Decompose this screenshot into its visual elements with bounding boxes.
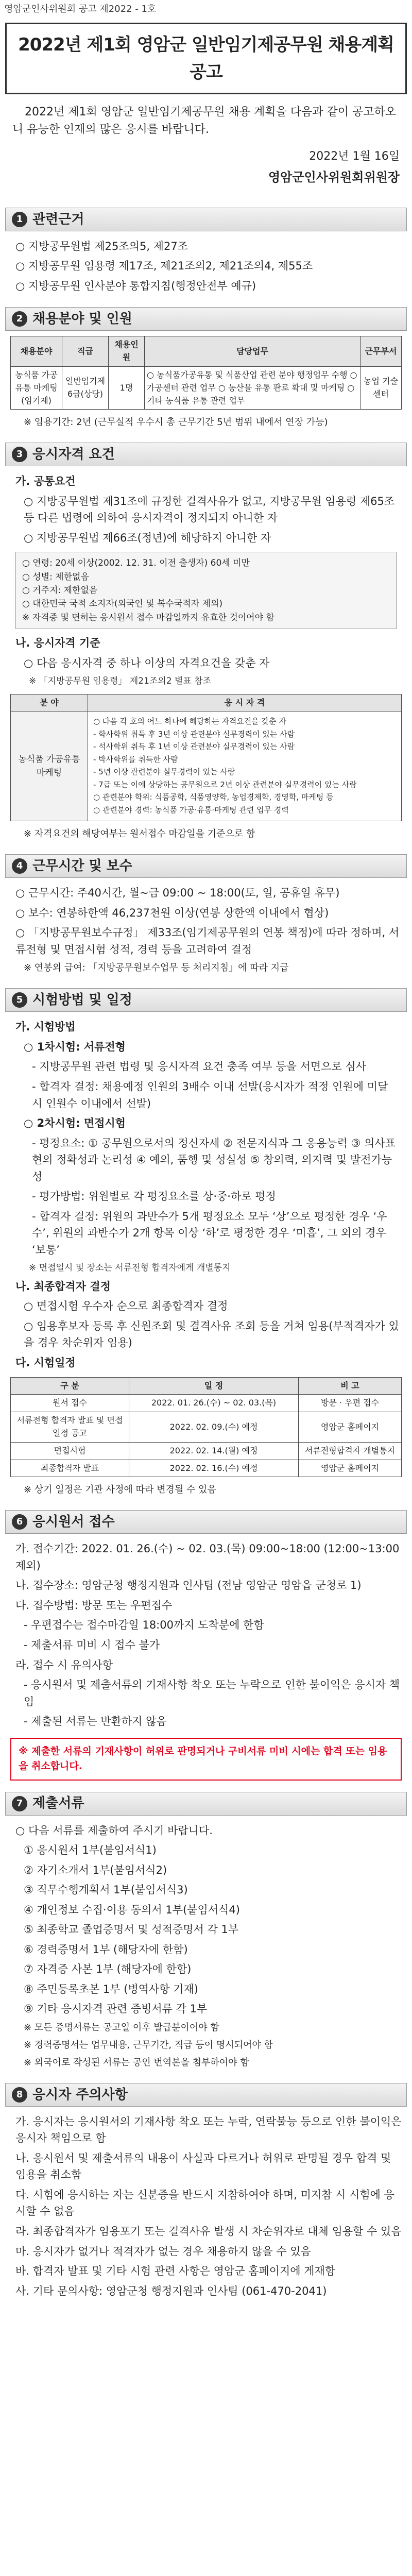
table-header-row — [11, 1377, 402, 1395]
qual-subnote: ※ 「지방공무원 임용령」 제21조의2 별표 참조 — [29, 676, 212, 687]
notice-signer: 영암군인사위원회위원장 — [268, 170, 400, 184]
exam-item: - 합격자 결정: 채용예정 인원의 3배수 이내 선발(응시자가 적정 인원에 미달 시 인원수 이내에서 선발) — [32, 1080, 388, 1110]
docs-item: ⑧ 주민등록초본 1부 (병역사항 기재) — [24, 1982, 198, 1995]
docs-item: ④ 개인정보 수집·이용 동의서 1부(붙임서식4) — [24, 1903, 240, 1916]
table-cell: 면접시험 — [11, 1442, 129, 1460]
apply-item: - 응시원서 및 제출서류의 기재사항 착오 또는 누락으로 인한 불이익은 응시자 책임 — [24, 1679, 400, 1708]
table-header-row — [11, 336, 402, 367]
section-basis-header — [5, 208, 407, 231]
table-header-cell: 일 정 — [129, 1377, 299, 1395]
exam-item: - 평가방법: 위원별로 각 평정요소를 상·중·하로 평정 — [32, 1190, 276, 1203]
section-number: 7 — [12, 1796, 27, 1811]
section-title: 시험방법 및 일정 — [32, 992, 132, 1008]
table-header-cell: 채용분야 — [11, 336, 62, 367]
qual-body — [88, 711, 401, 821]
section-title: 채용분야 및 인원 — [32, 311, 132, 327]
schedule-table — [10, 1377, 402, 1478]
exam-item: ○ 2차시험: 면접시험 — [24, 1117, 126, 1130]
qual-notice-box — [15, 552, 397, 629]
table-header-row — [11, 694, 402, 711]
table-cell: 영암군 홈페이지 — [299, 1412, 402, 1443]
docs-note: ※ 외국어로 작성된 서류는 공인 번역본을 첨부하여야 함 — [24, 2057, 249, 2068]
qual-note: ○ 성별: 제한없음 — [22, 571, 89, 582]
qual-table — [10, 711, 402, 821]
caution-item: 나. 응시원서 및 제출서류의 내용이 사실과 다르거나 허위로 판명될 경우 합격 및 임용을 취소함 — [15, 2151, 391, 2181]
work-item: ○ 근무시간: 주40시간, 월~금 09:00 ~ 18:00(토, 일, 공휴일 휴무) — [15, 887, 340, 900]
docs-item: ③ 직무수행계획서 1부(붙임서식3) — [24, 1884, 188, 1896]
apply-warning-box: ※ 제출한 서류의 기재사항이 허위로 판명되거나 구비서류 미비 시에는 합격 또는 임용을 취소합니다. — [10, 1738, 402, 1781]
notice-date: 2022년 1월 16일 — [309, 150, 400, 163]
exam-subtitle: 가. 시험방법 — [15, 1021, 76, 1033]
exam-item: ○ 면접시험 우수자 순으로 최종합격자 결정 — [24, 1300, 228, 1313]
apply-item: - 제출서류 미비 시 접수 불가 — [24, 1638, 160, 1651]
qual-line: - 5년 이상 관련분야 실무경력이 있는 사람 — [93, 767, 235, 777]
qual-note: ○ 거주지: 제한없음 — [22, 585, 98, 596]
table-cell: 농식품 가공유통 마케팅 (임기제) — [11, 366, 62, 409]
recruit-note: ※ 임용기간: 2년 (근무실적 우수시 총 근무기간 5년 범위 내에서 연장 가능) — [24, 417, 328, 428]
qual-item: ○ 지방공무원법 제31조에 규정한 결격사유가 없고, 지방공무원 임용령 제65조 등 다른 법령에 의하여 응시자격이 정지되지 아니한 자 — [24, 495, 395, 524]
section-title: 제출서류 — [32, 1795, 84, 1811]
exam-subtitle: 다. 시험일정 — [15, 1357, 76, 1369]
table-header-cell: 분 야 — [11, 694, 88, 711]
table-row — [11, 366, 402, 409]
table-cell: 일반임기제 6급(상당) — [62, 366, 109, 409]
table-cell: 농업 기술센터 — [360, 366, 402, 409]
exam-item: - 평정요소: ① 공무원으로서의 정신자세 ② 전문지식과 그 응용능력 ③ 의사표현의 정확성과 논리성 ④ 예의, 품행 및 성실성 ⑤ 창의력, 의지력 및 발전가능성 — [32, 1137, 396, 1183]
docs-item: ② 자기소개서 1부(붙임서식2) — [24, 1863, 167, 1876]
section-docs-header — [5, 1792, 407, 1816]
table-cell: 1명 — [109, 366, 145, 409]
section-exam-header — [5, 988, 407, 1012]
section-title: 응시자 주의사항 — [32, 2087, 128, 2103]
table-cell: 최종합격자 발표 — [11, 1460, 129, 1477]
caution-item: 사. 기타 문의사항: 영암군청 행정지원과 인사팀 (061-470-2041) — [15, 2284, 327, 2297]
docs-note: ※ 모든 증명서류는 공고일 이후 발급분이어야 함 — [24, 2022, 219, 2033]
table-cell: 방문 · 우편 접수 — [299, 1395, 402, 1412]
qual-line: - 학사학위 취득 후 3년 이상 관련분야 실무경력이 있는 사람 — [93, 729, 295, 739]
section-number: 6 — [12, 1514, 27, 1530]
qual-line: - 석사학위 취득 후 1년 이상 관련분야 실무경력이 있는 사람 — [93, 742, 295, 752]
notice-title: 2022년 제1회 영암군 일반임기제공무원 채용계획 공고 — [18, 34, 394, 82]
exam-item: - 합격자 결정: 위원의 과반수가 5개 평정요소 모두 ‘상’으로 평정한 경우 ‘우수’, 위원의 과반수가 2개 항목 이상 ‘하’로 평정한 경우 ‘미흡’, 그 외의 경우 ‘보통’ — [32, 1210, 387, 1256]
docs-item: ① 응시원서 1부(붙임서식1) — [24, 1844, 157, 1857]
caution-item: 바. 합격자 발표 및 기타 시험 관련 사항은 영암군 홈페이지에 게재함 — [15, 2265, 336, 2278]
table-header-cell: 담당업무 — [145, 336, 360, 367]
qual-note: ○ 대한민국 국적 소지자(외국인 및 복수국적자 제외) — [22, 599, 222, 609]
qual-item: ○ 다음 응시자격 중 하나 이상의 자격요건을 갖춘 자 — [24, 656, 270, 669]
docs-item: ⑨ 기타 응시자격 관련 증빙서류 각 1부 — [24, 2003, 208, 2015]
section-number: 2 — [12, 311, 27, 327]
basis-item: ○ 지방공무원 임용령 제17조, 제21조의2, 제21조의4, 제55조 — [15, 260, 313, 273]
section-number: 1 — [12, 212, 27, 227]
table-header-cell: 채용인원 — [109, 336, 145, 367]
table-cell: ○ 농식품가공유통 및 식품산업 관련 분야 행정업무 수행 ○ 가공센터 관련 업무 ○ 농산물 유통 판로 확대 및 마케팅 ○ 기타 농식품 유통 관련 업무 — [145, 366, 360, 409]
basis-item: ○ 지방공무원 인사분야 통합지침(행정안전부 예규) — [15, 279, 256, 292]
basis-item: ○ 지방공무원법 제25조의5, 제27조 — [15, 240, 188, 252]
schedule-note: ※ 상기 일정은 기관 사정에 따라 변경될 수 있음 — [24, 1484, 216, 1496]
docs-note: ※ 경력증명서는 업무내용, 근무기간, 직급 등이 명시되어야 함 — [24, 2039, 273, 2050]
qual-field-label: 농식품 가공유통 마케팅 — [11, 711, 88, 821]
work-note: ※ 연봉외 급여: 「지방공무원보수업무 등 처리지침」에 따라 지급 — [24, 962, 289, 974]
qual-line: ○ 다음 각 호의 어느 하나에 해당하는 자격요건을 갖춘 자 — [93, 717, 286, 726]
apply-item: 라. 접수 시 유의사항 — [15, 1658, 113, 1671]
section-qualification-header — [5, 443, 407, 466]
exam-note: ※ 면접일시 및 장소는 서류전형 합격자에게 개별통지 — [29, 1263, 231, 1274]
table-row — [11, 1460, 402, 1477]
exam-item: ○ 1차시험: 서류전형 — [24, 1040, 126, 1053]
table-header-cell: 응 시 자 격 — [88, 694, 402, 711]
notice-title-box — [5, 23, 407, 94]
table-header-cell: 근무부서 — [360, 336, 402, 367]
qual-note: ※ 자격증 및 면허는 응시원서 접수 마감일까지 유효한 것이어야 함 — [22, 612, 274, 623]
qual-line: ○ 관련분야 경력: 농식품 가공·유통·마케팅 관련 업무 경력 — [93, 805, 289, 815]
intro-text: 2022년 제1회 영암군 일반임기제공무원 채용 계획을 다음과 같이 공고하오니 유능한 인재의 많은 응시를 바랍니다. — [12, 106, 396, 137]
table-header-cell: 직급 — [62, 336, 109, 367]
docs-item: ⑦ 자격증 사본 1부 (해당자에 한함) — [24, 1963, 192, 1976]
recruit-table — [10, 336, 402, 410]
qual-item: ○ 지방공무원법 제66조(정년)에 해당하지 아니한 자 — [24, 531, 271, 544]
apply-item: 나. 접수장소: 영암군청 행정지원과 인사팀 (전남 영암군 영암읍 군청로 1) — [15, 1579, 362, 1592]
caution-item: 다. 시험에 응시하는 자는 신분증을 반드시 지참하여야 하며, 미지참 시 시험에 응시할 수 없음 — [15, 2188, 394, 2218]
section-apply-header — [5, 1510, 407, 1534]
caution-item: 마. 응시자가 없거나 적격자가 없는 경우 채용하지 않을 수 있음 — [15, 2245, 311, 2258]
section-title: 응시원서 접수 — [32, 1514, 115, 1530]
qual-header-table — [10, 694, 402, 712]
qual-line: ○ 관련분야 학위: 식품공학, 식품영양학, 농업경제학, 경영학, 마케팅 등 — [93, 792, 334, 802]
apply-item: 다. 접수방법: 방문 또는 우편접수 — [15, 1599, 173, 1612]
section-title: 관련근거 — [32, 211, 84, 227]
doc-number: 영암군인사위원회 공고 제2022 - 1호 — [4, 4, 157, 14]
table-row — [11, 1442, 402, 1460]
table-cell: 2022. 02. 09.(수) 예정 — [129, 1412, 299, 1443]
section-cautions-header — [5, 2083, 407, 2107]
exam-subtitle: 나. 최종합격자 결정 — [15, 1280, 111, 1293]
work-item: ○ 「지방공무원보수규정」 제33조(임기제공무원의 연봉 책정)에 따라 정하며, 서류전형 및 면접시험 성적, 경력 등을 고려하여 결정 — [15, 926, 400, 956]
table-cell: 영암군 홈페이지 — [299, 1460, 402, 1477]
exam-item: - 지방공무원 관련 법령 및 응시자격 요건 충족 여부 등을 서면으로 심사 — [32, 1060, 367, 1073]
docs-intro: ○ 다음 서류를 제출하여 주시기 바랍니다. — [15, 1824, 213, 1837]
apply-item: - 우편접수는 접수마감일 18:00까지 도착분에 한함 — [24, 1619, 264, 1632]
table-header-cell: 구 분 — [11, 1377, 129, 1395]
section-number: 8 — [12, 2087, 27, 2103]
section-work-header — [5, 854, 407, 878]
qual-line: - 7급 또는 이에 상당하는 공무원으로 2년 이상 관련분야 실무경력이 있는 사람 — [93, 779, 357, 789]
docs-item: ⑥ 경력증명서 1부 (해당자에 한함) — [24, 1943, 188, 1956]
apply-item: 가. 접수기간: 2022. 01. 26.(수) ~ 02. 03.(목) 09:00~18:00 (12:00~13:00 제외) — [15, 1543, 400, 1572]
section-recruit-header — [5, 307, 407, 331]
table-cell: 2022. 02. 14.(월) 예정 — [129, 1442, 299, 1460]
qual-note: ○ 연령: 20세 이상(2002. 12. 31. 이전 출생자) 60세 미만 — [22, 558, 250, 569]
table-cell: 2022. 01. 26.(수) ~ 02. 03.(목) — [129, 1395, 299, 1412]
docs-item: ⑤ 최종학교 졸업증명서 및 성적증명서 각 1부 — [24, 1923, 239, 1936]
caution-item: 가. 응시자는 응시원서의 기재사항 착오 또는 누락, 연락불능 등으로 인한 불이익은 응시자 책임으로 함 — [15, 2115, 402, 2145]
apply-item: - 제출된 서류는 반환하지 않음 — [24, 1715, 167, 1728]
exam-item: ○ 임용후보자 등록 후 신원조회 및 결격사유 조회 등을 거쳐 임용(부적격자가 있을 경우 차순위자 임용) — [24, 1319, 399, 1349]
caution-item: 라. 최종합격자가 임용포기 또는 결격사유 발생 시 차순위자로 대체 임용할 수 있음 — [15, 2225, 402, 2238]
qual-subtitle: 나. 응시자격 기준 — [15, 637, 100, 650]
qual-line: - 박사학위를 취득한 사람 — [93, 754, 178, 764]
table-cell: 2022. 02. 16.(수) 예정 — [129, 1460, 299, 1477]
section-number: 5 — [12, 992, 27, 1008]
work-item: ○ 보수: 연봉하한액 46,237천원 이상(연봉 상한액 이내에서 협상) — [15, 906, 329, 919]
table-cell: 원서 접수 — [11, 1395, 129, 1412]
table-header-cell: 비 고 — [299, 1377, 402, 1395]
table-cell: 서류전형합격자 개별통지 — [299, 1442, 402, 1460]
section-number: 3 — [12, 447, 27, 462]
section-title: 근무시간 및 보수 — [32, 858, 132, 874]
table-row — [11, 1412, 402, 1443]
qual-footnote: ※ 자격요건의 해당여부는 원서접수 마감일을 기준으로 함 — [24, 828, 255, 840]
section-title: 응시자격 요건 — [32, 447, 115, 463]
qual-subtitle: 가. 공통요건 — [15, 475, 76, 488]
table-cell: 서류전형 합격자 발표 및 면접 일정 공고 — [11, 1412, 129, 1443]
table-row — [11, 1395, 402, 1412]
section-number: 4 — [12, 858, 27, 874]
